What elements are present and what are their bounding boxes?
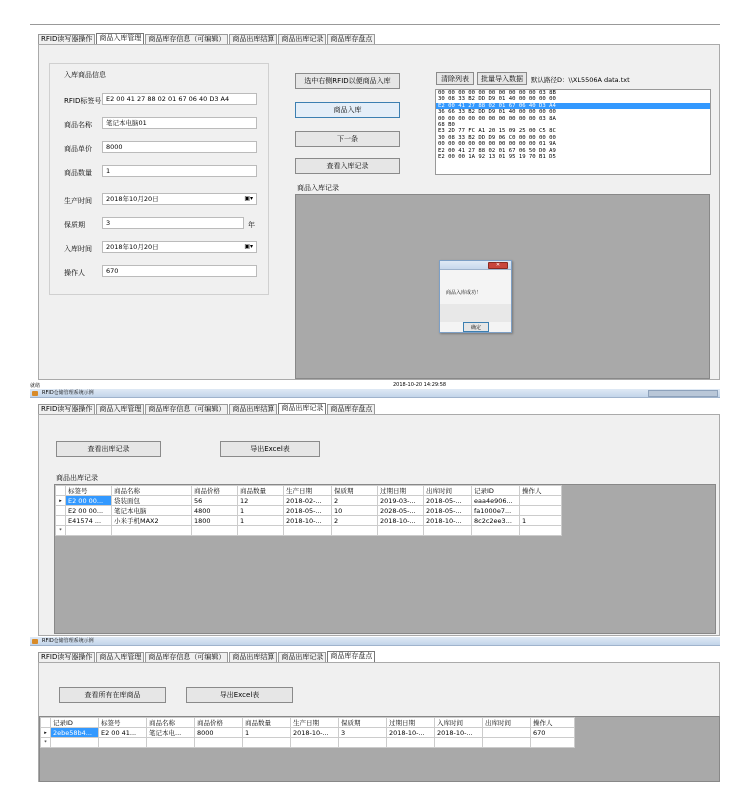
export-excel-button[interactable]: 导出Excel表 <box>186 687 293 703</box>
tab-inventory-edit[interactable]: 商品库存信息（可编辑） <box>145 34 228 44</box>
new-row[interactable] <box>56 526 562 536</box>
window-title: RFID仓储管理系统示例 <box>42 390 94 396</box>
table-cell[interactable]: 56 <box>192 496 238 506</box>
table-cell[interactable] <box>112 526 192 536</box>
product-name-input[interactable]: 笔记本电脑01 <box>102 117 257 129</box>
tab-bar-3 <box>38 651 376 662</box>
column-header[interactable]: 标签号 <box>99 718 147 728</box>
shelf-life-unit: 年 <box>248 221 255 229</box>
inventory-grid[interactable] <box>39 716 720 782</box>
table-cell[interactable] <box>387 738 435 748</box>
rfid-tag-list-item[interactable]: E2 00 00 1A 92 13 01 95 19 70 B1 D5 <box>438 154 556 161</box>
table-cell[interactable]: 笔记本电脑 <box>112 506 192 516</box>
column-header[interactable]: 操作人 <box>520 486 562 496</box>
window-title: RFID仓储管理系统示例 <box>42 638 94 644</box>
table-cell[interactable] <box>192 526 238 536</box>
app-icon <box>32 639 38 644</box>
table-cell[interactable] <box>66 526 112 536</box>
field-label-shelf: 保质期 <box>64 221 85 229</box>
column-header[interactable]: 标签号 <box>66 486 112 496</box>
out-records-grid[interactable] <box>54 484 716 634</box>
view-all-in-stock-button[interactable]: 查看所有在库商品 <box>59 687 166 703</box>
unit-price-input[interactable]: 8000 <box>102 141 257 153</box>
tab-inventory-edit[interactable]: 商品库存信息（可编辑） <box>145 404 228 414</box>
tab-checkout[interactable]: 商品出库结算 <box>229 404 277 414</box>
rfid-tag-list-item[interactable]: 30 08 33 B2 DD D9 06 C0 00 00 00 00 <box>438 134 556 141</box>
column-header[interactable]: 入库时间 <box>435 718 483 728</box>
table-cell[interactable] <box>424 526 472 536</box>
table-cell[interactable]: 1 <box>520 516 562 526</box>
clear-list-button[interactable]: 清除列表 <box>436 72 474 85</box>
table-cell[interactable]: E41574 ... <box>66 516 112 526</box>
field-label-rfid: RFID标签号 <box>64 97 102 105</box>
tab-out-records[interactable]: 商品出库记录 <box>278 403 326 414</box>
table-cell[interactable]: 3 <box>339 728 387 738</box>
tab-rfid-reader[interactable]: RFID读写器操作 <box>38 652 95 662</box>
rfid-tag-list-item[interactable]: 00 00 00 00 00 00 00 00 00 00 03 8B <box>438 90 556 96</box>
row-header-corner <box>41 718 51 728</box>
column-header[interactable]: 商品数量 <box>243 718 291 728</box>
table-cell[interactable]: 2ebe58b4... <box>51 728 99 738</box>
column-header[interactable]: 过期日期 <box>387 718 435 728</box>
group-title: 入库商品信息 <box>64 71 106 79</box>
table-cell[interactable] <box>531 738 575 748</box>
batch-import-button[interactable]: 批量导入数据 <box>477 72 527 85</box>
window-controls[interactable] <box>648 390 718 397</box>
window-title-bar-3 <box>30 637 720 646</box>
table-cell[interactable] <box>339 738 387 748</box>
table-cell[interactable]: 小米手机MAX2 <box>112 516 192 526</box>
status-time: 2018-10-20 14:29:58 <box>393 382 447 388</box>
field-label-prod-date: 生产时间 <box>64 197 92 205</box>
table-cell[interactable]: 2018-10-... <box>284 516 332 526</box>
row-header[interactable]: ▸ <box>41 728 51 738</box>
production-date-value: 2018年10月20日 <box>106 195 159 203</box>
success-dialog <box>439 260 512 333</box>
stock-in-panel <box>38 44 720 380</box>
table-cell[interactable]: 1800 <box>192 516 238 526</box>
column-header[interactable]: 出库时间 <box>424 486 472 496</box>
window-title-bar-2 <box>30 389 720 398</box>
column-header[interactable]: 商品名称 <box>112 486 192 496</box>
table-cell[interactable]: 2018-05-... <box>424 496 472 506</box>
field-label-name: 商品名称 <box>64 121 92 129</box>
table-cell[interactable]: 笔记本电... <box>147 728 195 738</box>
rfid-tag-list-item[interactable]: 36 66 33 B2 DD D9 01 40 00 00 00 00 <box>438 109 556 116</box>
table-cell[interactable]: 8c2c2ee3... <box>472 516 520 526</box>
rfid-tag-list-item[interactable]: E3 2D 77 FC A1 20 15 09 25 00 C5 8C <box>438 128 556 135</box>
calendar-dropdown-icon[interactable]: ▣▾ <box>244 195 253 202</box>
table-cell[interactable]: fa1000e7... <box>472 506 520 516</box>
tab-rfid-reader[interactable]: RFID读写器操作 <box>38 34 95 44</box>
rfid-tag-list-item[interactable]: 68 B0 <box>438 122 455 129</box>
stock-in-date-value: 2018年10月20日 <box>106 243 159 251</box>
dialog-message: 商品入库成功！ <box>446 290 482 296</box>
rfid-tag-list-item[interactable]: E2 00 41 27 88 02 01 67 06 40 D3 A4 <box>436 103 710 109</box>
tab-bar-2 <box>38 403 376 414</box>
table-cell[interactable] <box>51 738 99 748</box>
column-header[interactable]: 商品价格 <box>192 486 238 496</box>
new-row-header[interactable]: * <box>41 738 51 748</box>
calendar-dropdown-icon[interactable]: ▣▾ <box>244 243 253 250</box>
row-header-corner <box>56 486 66 496</box>
rfid-tag-list[interactable] <box>435 89 711 175</box>
tab-bar-1 <box>38 33 376 44</box>
table-cell[interactable]: 2018-10-... <box>378 516 424 526</box>
rfid-tag-list-item[interactable]: 00 00 00 00 00 00 00 00 00 00 03 8A <box>438 115 556 122</box>
out-records-table[interactable] <box>55 485 562 536</box>
column-header[interactable]: 生产日期 <box>291 718 339 728</box>
table-cell[interactable] <box>483 738 531 748</box>
production-date-picker[interactable] <box>102 193 257 205</box>
row-header[interactable]: ▸ <box>56 496 66 506</box>
table-row[interactable] <box>56 496 562 506</box>
quantity-input[interactable]: 1 <box>102 165 257 177</box>
field-label-qty: 商品数量 <box>64 169 92 177</box>
table-cell[interactable]: E2 00 00... <box>66 506 112 516</box>
table-cell[interactable]: E2 00 00... <box>66 496 112 506</box>
table-cell[interactable]: 1 <box>238 506 284 516</box>
table-cell[interactable]: 2018-10-... <box>291 728 339 738</box>
table-cell[interactable] <box>291 738 339 748</box>
operator-input[interactable]: 670 <box>102 265 257 277</box>
tab-stock-in[interactable]: 商品入库管理 <box>96 33 144 44</box>
table-cell[interactable] <box>99 738 147 748</box>
default-path-label: 默认路径D：\\XL5506A data.txt <box>531 76 630 84</box>
table-cell[interactable]: 2 <box>332 516 378 526</box>
tab-checkout[interactable]: 商品出库结算 <box>229 652 277 662</box>
stock-in-button[interactable]: 商品入库 <box>295 102 400 118</box>
table-cell[interactable] <box>147 738 195 748</box>
table-cell[interactable] <box>483 728 531 738</box>
table-cell[interactable]: 12 <box>238 496 284 506</box>
dialog-close-button[interactable]: ✕ <box>488 262 508 269</box>
tab-out-records[interactable]: 商品出库记录 <box>278 34 326 44</box>
app-icon <box>32 391 38 396</box>
column-header[interactable]: 记录ID <box>472 486 520 496</box>
rfid-tag-input[interactable]: E2 00 41 27 88 02 01 67 06 40 D3 A4 <box>102 93 257 105</box>
table-cell[interactable] <box>195 738 243 748</box>
view-stock-in-records-button[interactable]: 查看入库记录 <box>295 158 400 174</box>
select-rfid-button[interactable]: 选中右侧RFID以便商品入库 <box>295 73 400 89</box>
dialog-ok-button[interactable]: 确定 <box>463 322 489 332</box>
table-cell[interactable] <box>238 526 284 536</box>
out-records-label: 商品出库记录 <box>56 474 98 482</box>
out-records-panel <box>38 414 720 636</box>
column-header[interactable]: 商品名称 <box>147 718 195 728</box>
row-header[interactable] <box>56 506 66 516</box>
tab-checkout[interactable]: 商品出库结算 <box>229 34 277 44</box>
column-header[interactable]: 商品价格 <box>195 718 243 728</box>
table-cell[interactable] <box>472 526 520 536</box>
table-cell[interactable]: 1 <box>238 516 284 526</box>
table-row[interactable] <box>56 506 562 516</box>
tab-stock-in[interactable]: 商品入库管理 <box>96 404 144 414</box>
table-cell[interactable] <box>520 496 562 506</box>
table-cell[interactable]: 670 <box>531 728 575 738</box>
rfid-tag-list-item[interactable]: E2 00 41 27 88 02 01 67 06 50 D0 A9 <box>438 147 556 154</box>
column-header[interactable]: 商品数量 <box>238 486 284 496</box>
tab-inventory-check[interactable]: 商品库存盘点 <box>327 651 375 662</box>
table-cell[interactable] <box>243 738 291 748</box>
row-header[interactable] <box>56 516 66 526</box>
rfid-tag-list-item[interactable]: 00 00 00 00 00 00 00 00 00 00 01 9A <box>438 141 556 148</box>
table-cell[interactable]: 2018-02-... <box>284 496 332 506</box>
field-label-operator: 操作人 <box>64 269 85 277</box>
inventory-table[interactable] <box>40 717 575 748</box>
column-header[interactable]: 记录ID <box>51 718 99 728</box>
rfid-tag-list-item[interactable]: 30 08 33 B2 DD D9 01 40 00 00 00 00 <box>438 96 556 103</box>
table-cell[interactable] <box>435 738 483 748</box>
next-button[interactable]: 下一条 <box>295 131 400 147</box>
column-header[interactable]: 保质期 <box>332 486 378 496</box>
column-header[interactable]: 操作人 <box>531 718 575 728</box>
table-cell[interactable]: 2018-05-... <box>284 506 332 516</box>
table-cell[interactable]: 4800 <box>192 506 238 516</box>
status-ready: 就绪 <box>30 383 41 389</box>
tab-stock-in[interactable]: 商品入库管理 <box>96 652 144 662</box>
table-row[interactable] <box>56 516 562 526</box>
table-cell[interactable]: E2 00 41... <box>99 728 147 738</box>
tab-inventory-edit[interactable]: 商品库存信息（可编辑） <box>145 652 228 662</box>
table-cell[interactable]: 2018-10-... <box>424 516 472 526</box>
field-label-in-date: 入库时间 <box>64 245 92 253</box>
table-cell[interactable]: 袋装面包 <box>112 496 192 506</box>
column-header[interactable]: 出库时间 <box>483 718 531 728</box>
field-label-price: 商品单价 <box>64 145 92 153</box>
table-cell[interactable]: eaa4e906... <box>472 496 520 506</box>
table-cell[interactable]: 2019-03-... <box>378 496 424 506</box>
table-cell[interactable]: 2028-05-... <box>378 506 424 516</box>
tab-rfid-reader[interactable]: RFID读写器操作 <box>38 404 95 414</box>
stock-in-date-picker[interactable] <box>102 241 257 253</box>
new-row-header[interactable]: * <box>56 526 66 536</box>
tab-inventory-check[interactable]: 商品库存盘点 <box>327 404 375 414</box>
table-cell[interactable]: 2018-05-... <box>424 506 472 516</box>
table-cell[interactable] <box>520 506 562 516</box>
table-cell[interactable]: 8000 <box>195 728 243 738</box>
table-cell[interactable]: 2 <box>332 496 378 506</box>
table-cell[interactable]: 2018-10-... <box>435 728 483 738</box>
tab-out-records[interactable]: 商品出库记录 <box>278 652 326 662</box>
new-row[interactable] <box>41 738 575 748</box>
table-cell[interactable]: 10 <box>332 506 378 516</box>
table-cell[interactable] <box>284 526 332 536</box>
table-cell[interactable]: 1 <box>243 728 291 738</box>
table-cell[interactable] <box>378 526 424 536</box>
stock-in-record-label: 商品入库记录 <box>297 184 339 192</box>
tab-inventory-check[interactable]: 商品库存盘点 <box>327 34 375 44</box>
column-header[interactable]: 过期日期 <box>378 486 424 496</box>
table-cell[interactable] <box>520 526 562 536</box>
table-cell[interactable] <box>332 526 378 536</box>
view-out-records-button[interactable]: 查看出库记录 <box>56 441 161 457</box>
column-header[interactable]: 保质期 <box>339 718 387 728</box>
inventory-check-panel <box>38 662 720 782</box>
export-excel-button[interactable]: 导出Excel表 <box>220 441 320 457</box>
table-cell[interactable]: 2018-10-... <box>387 728 435 738</box>
table-row[interactable] <box>41 728 575 738</box>
shelf-life-input[interactable]: 3 <box>102 217 244 229</box>
column-header[interactable]: 生产日期 <box>284 486 332 496</box>
